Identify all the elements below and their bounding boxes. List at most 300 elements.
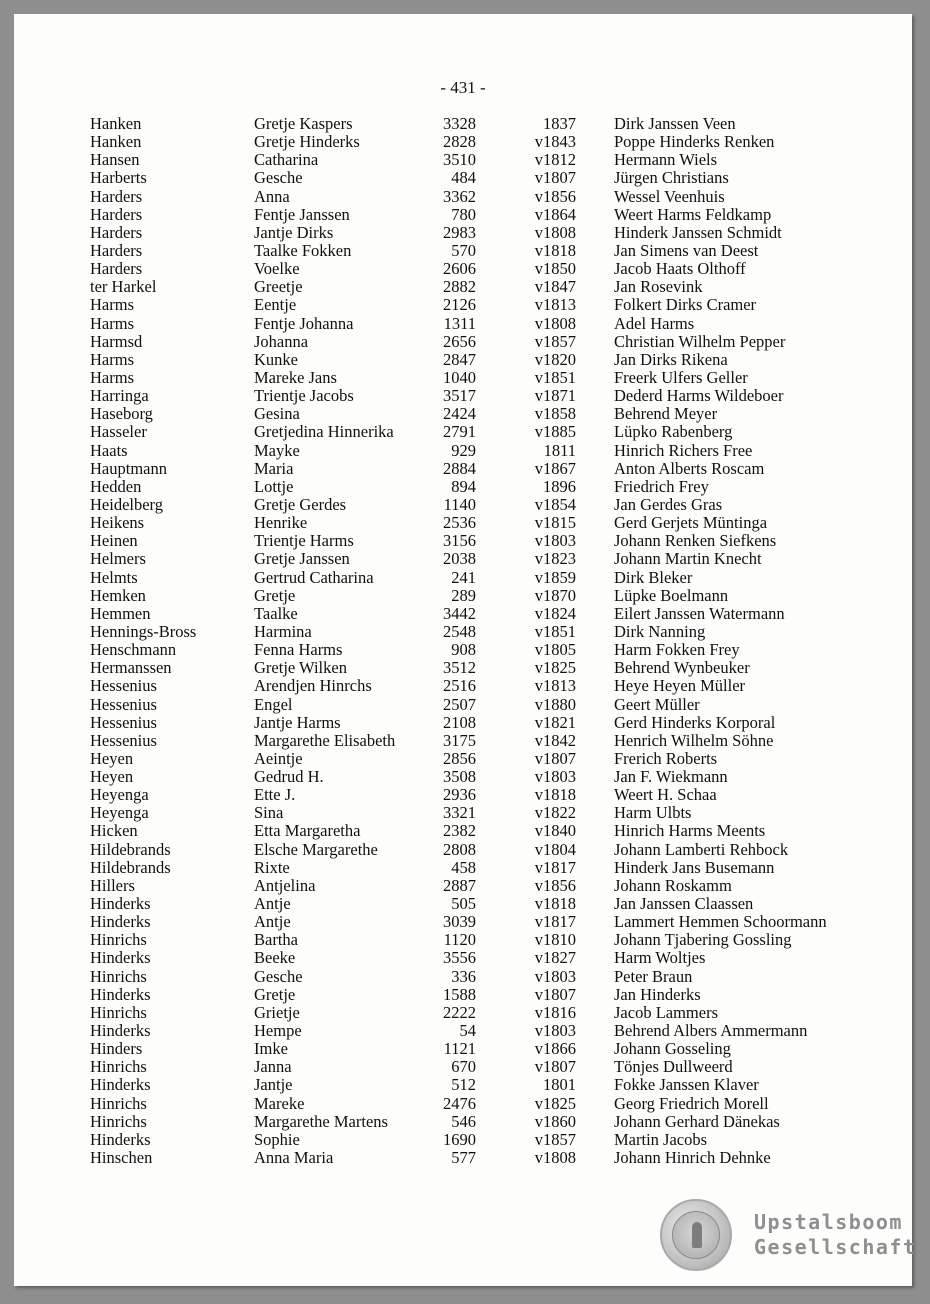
record-number-cell: 2856 [443, 748, 476, 768]
table-row [90, 732, 870, 750]
partner-cell: Lüpko Rabenberg [614, 422, 733, 442]
given-name-cell: Hempe [254, 1021, 302, 1041]
year-cell: v1803 [534, 767, 576, 787]
partner-cell: Friedrich Frey [614, 476, 709, 496]
table-row [90, 169, 870, 187]
surname-cell: Hansen [90, 150, 140, 170]
given-name-cell: Janna [254, 1057, 292, 1077]
partner-cell: Jacob Haats Olthoff [614, 259, 746, 279]
given-name-cell: Harmina [254, 621, 312, 641]
surname-cell: Hinrichs [90, 1093, 147, 1113]
partner-cell: Eilert Janssen Watermann [614, 603, 785, 623]
page-number: - 431 - [440, 78, 486, 97]
table-row [90, 1076, 870, 1094]
table-row [90, 768, 870, 786]
given-name-cell: Gesche [254, 966, 303, 986]
table-row [90, 206, 870, 224]
year-cell: 1837 [543, 114, 576, 133]
surname-cell: Hinderks [90, 912, 151, 932]
partner-cell: Jan Janssen Claassen [614, 894, 754, 914]
record-number-cell: 3328 [443, 114, 476, 133]
table-row [90, 986, 870, 1004]
surname-cell: Hildebrands [90, 839, 171, 859]
surname-cell: Harders [90, 259, 143, 279]
record-number-cell: 780 [451, 204, 476, 224]
record-number-cell: 3156 [443, 531, 476, 551]
year-cell: v1843 [534, 132, 576, 152]
record-number-cell: 546 [451, 1111, 476, 1131]
surname-cell: Hinrichs [90, 930, 147, 950]
record-number-cell: 2507 [443, 694, 476, 714]
year-cell: v1823 [534, 549, 576, 569]
record-number-cell: 1311 [443, 313, 476, 333]
year-cell: v1818 [534, 894, 576, 914]
table-row [90, 931, 870, 949]
surname-cell: Harders [90, 240, 143, 260]
surname-cell: Haseborg [90, 404, 153, 424]
table-row [90, 659, 870, 677]
given-name-cell: Engel [254, 694, 293, 714]
surname-cell: Harms [90, 349, 134, 369]
surname-cell: Hinderks [90, 984, 151, 1004]
record-number-cell: 3508 [443, 767, 476, 787]
year-cell: v1842 [534, 730, 576, 750]
partner-cell: Jan Gerdes Gras [614, 494, 723, 514]
partner-cell: Folkert Dirks Cramer [614, 295, 757, 315]
year-cell: v1857 [534, 1129, 576, 1149]
given-name-cell: Mareke [254, 1093, 305, 1113]
given-name-cell: Gesche [254, 168, 303, 188]
year-cell: v1807 [534, 1057, 576, 1077]
surname-cell: Hessenius [90, 676, 157, 696]
partner-cell: Johann Gerhard Dänekas [614, 1111, 780, 1131]
record-number-cell: 3362 [443, 186, 476, 206]
table-row [90, 442, 870, 460]
given-name-cell: Antje [254, 894, 291, 914]
partner-cell: Peter Braun [614, 966, 693, 986]
record-list [90, 115, 870, 1167]
year-cell: v1859 [534, 567, 576, 587]
surname-cell: Harms [90, 295, 134, 315]
table-row [90, 841, 870, 859]
surname-cell: Hicken [90, 821, 138, 841]
surname-cell: Hasseler [90, 422, 147, 442]
given-name-cell: Gedrud H. [254, 767, 324, 787]
given-name-cell: Antjelina [254, 875, 316, 895]
partner-cell: Dederd Harms Wildeboer [614, 386, 784, 406]
surname-cell: Hauptmann [90, 458, 167, 478]
record-number-cell: 2884 [443, 458, 476, 478]
table-row [90, 333, 870, 351]
surname-cell: Harms [90, 367, 134, 387]
year-cell: v1856 [534, 875, 576, 895]
record-number-cell: 1040 [443, 367, 476, 387]
partner-cell: Weert H. Schaa [614, 785, 717, 805]
partner-cell: Johann Hinrich Dehnke [614, 1148, 771, 1168]
partner-cell: Dirk Nanning [614, 621, 706, 641]
table-row [90, 1149, 870, 1167]
table-row [90, 405, 870, 423]
partner-cell: Freerk Ulfers Geller [614, 367, 748, 387]
surname-cell: Hanken [90, 132, 142, 152]
table-row [90, 641, 870, 659]
given-name-cell: Mayke [254, 440, 300, 460]
record-number-cell: 1140 [443, 494, 476, 514]
given-name-cell: Catharina [254, 150, 319, 170]
table-row [90, 1131, 870, 1149]
surname-cell: Hinderks [90, 1021, 151, 1041]
given-name-cell: Taalke [254, 603, 298, 623]
table-row [90, 260, 870, 278]
partner-cell: Johann Gosseling [614, 1039, 731, 1059]
table-row [90, 351, 870, 369]
given-name-cell: Gretje Hinderks [254, 132, 360, 152]
table-row [90, 877, 870, 895]
surname-cell: Heyen [90, 767, 134, 787]
year-cell: v1803 [534, 531, 576, 551]
surname-cell: ter Harkel [90, 277, 157, 297]
surname-cell: Hennings-Bross [90, 621, 197, 641]
surname-cell: Hinrichs [90, 1057, 147, 1077]
given-name-cell: Etta Margaretha [254, 821, 361, 841]
record-number-cell: 2476 [443, 1093, 476, 1113]
surname-cell: Hinderks [90, 894, 151, 914]
partner-cell: Georg Friedrich Morell [614, 1093, 769, 1113]
partner-cell: Hinderk Jans Busemann [614, 857, 775, 877]
table-row [90, 1040, 870, 1058]
record-number-cell: 1120 [443, 930, 476, 950]
partner-cell: Jacob Lammers [614, 1002, 719, 1022]
surname-cell: Heyen [90, 748, 134, 768]
record-number-cell: 2808 [443, 839, 476, 859]
record-number-cell: 3517 [443, 386, 476, 406]
record-number-cell: 2936 [443, 785, 476, 805]
record-number-cell: 505 [451, 894, 476, 914]
record-number-cell: 1690 [443, 1129, 476, 1149]
table-row [90, 478, 870, 496]
given-name-cell: Gesina [254, 404, 300, 424]
surname-cell: Harders [90, 186, 143, 206]
record-number-cell: 2656 [443, 331, 476, 351]
given-name-cell: Sina [254, 803, 284, 823]
partner-cell: Johann Martin Knecht [614, 549, 762, 569]
year-cell: v1840 [534, 821, 576, 841]
record-number-cell: 570 [451, 240, 476, 260]
given-name-cell: Mareke Jans [254, 367, 337, 387]
year-cell: v1820 [534, 349, 576, 369]
partner-cell: Jan Hinderks [614, 984, 701, 1004]
seal-icon [660, 1199, 732, 1271]
year-cell: v1810 [534, 930, 576, 950]
record-number-cell: 2108 [443, 712, 476, 732]
surname-cell: Helmts [90, 567, 138, 587]
given-name-cell: Gretje [254, 585, 296, 605]
surname-cell: Harringa [90, 386, 149, 406]
given-name-cell: Grietje [254, 1002, 300, 1022]
given-name-cell: Lottje [254, 476, 294, 496]
given-name-cell: Bartha [254, 930, 298, 950]
given-name-cell: Anna [254, 186, 290, 206]
year-cell: v1817 [534, 912, 576, 932]
table-row [90, 224, 870, 242]
surname-cell: Harms [90, 313, 134, 333]
given-name-cell: Jantje Dirks [254, 222, 334, 242]
given-name-cell: Fentje Janssen [254, 204, 350, 224]
surname-cell: Hinrichs [90, 966, 147, 986]
year-cell: v1867 [534, 458, 576, 478]
logo-line-1: Upstalsboom [754, 1210, 903, 1234]
partner-cell: Jan Simens van Deest [614, 240, 759, 260]
record-number-cell: 3512 [443, 658, 476, 678]
surname-cell: Hinderks [90, 1075, 151, 1095]
year-cell: v1860 [534, 1111, 576, 1131]
given-name-cell: Johanna [254, 331, 309, 351]
document-page [14, 14, 917, 1286]
given-name-cell: Kunke [254, 349, 298, 369]
surname-cell: Harmsd [90, 331, 143, 351]
year-cell: v1807 [534, 748, 576, 768]
given-name-cell: Sophie [254, 1129, 300, 1149]
year-cell: v1825 [534, 658, 576, 678]
year-cell: v1850 [534, 259, 576, 279]
partner-cell: Jan Dirks Rikena [614, 349, 728, 369]
given-name-cell: Voelke [254, 259, 300, 279]
partner-cell: Lammert Hemmen Schoormann [614, 912, 827, 932]
given-name-cell: Greetje [254, 277, 303, 297]
year-cell: v1824 [534, 603, 576, 623]
table-row [90, 151, 870, 169]
table-row [90, 532, 870, 550]
year-cell: v1857 [534, 331, 576, 351]
partner-cell: Gerd Hinderks Korporal [614, 712, 776, 732]
record-number-cell: 2983 [443, 222, 476, 242]
record-number-cell: 929 [451, 440, 476, 460]
record-number-cell: 908 [451, 640, 476, 660]
year-cell: v1804 [534, 839, 576, 859]
given-name-cell: Margarethe Elisabeth [254, 730, 396, 750]
table-row [90, 714, 870, 732]
record-number-cell: 2536 [443, 513, 476, 533]
table-row [90, 913, 870, 931]
surname-cell: Harders [90, 222, 143, 242]
given-name-cell: Gretje [254, 984, 296, 1004]
year-cell: v1822 [534, 803, 576, 823]
table-row [90, 278, 870, 296]
given-name-cell: Henrike [254, 513, 308, 533]
record-number-cell: 2887 [443, 875, 476, 895]
record-number-cell: 2222 [443, 1002, 476, 1022]
table-row [90, 968, 870, 986]
table-row [90, 423, 870, 441]
year-cell: v1821 [534, 712, 576, 732]
logo-text [754, 1210, 917, 1260]
table-row [90, 804, 870, 822]
record-number-cell: 484 [451, 168, 476, 188]
year-cell: v1847 [534, 277, 576, 297]
surname-cell: Hessenius [90, 730, 157, 750]
record-number-cell: 2847 [443, 349, 476, 369]
year-cell: v1851 [534, 621, 576, 641]
surname-cell: Heyenga [90, 803, 149, 823]
surname-cell: Heyenga [90, 785, 149, 805]
given-name-cell: Gertrud Catharina [254, 567, 374, 587]
partner-cell: Christian Wilhelm Pepper [614, 331, 786, 351]
record-number-cell: 2828 [443, 132, 476, 152]
table-row [90, 569, 870, 587]
given-name-cell: Trientje Harms [254, 531, 354, 551]
table-row [90, 1095, 870, 1113]
surname-cell: Hinderks [90, 1129, 151, 1149]
partner-cell: Johann Lamberti Rehbock [614, 839, 789, 859]
partner-cell: Johann Tjabering Gossling [614, 930, 792, 950]
partner-cell: Martin Jacobs [614, 1129, 708, 1149]
given-name-cell: Beeke [254, 948, 296, 968]
table-row [90, 242, 870, 260]
partner-cell: Weert Harms Feldkamp [614, 204, 772, 224]
table-row [90, 133, 870, 151]
partner-cell: Johann Roskamm [614, 875, 732, 895]
table-row [90, 1113, 870, 1131]
year-cell: v1871 [534, 386, 576, 406]
partner-cell: Behrend Albers Ammermann [614, 1021, 808, 1041]
given-name-cell: Elsche Margarethe [254, 839, 378, 859]
table-row [90, 859, 870, 877]
table-row [90, 514, 870, 532]
partner-cell: Johann Renken Siefkens [614, 531, 777, 551]
year-cell: v1813 [534, 676, 576, 696]
given-name-cell: Jantje Harms [254, 712, 341, 732]
partner-cell: Tönjes Dullweerd [614, 1057, 733, 1077]
table-row [90, 296, 870, 314]
table-row [90, 949, 870, 967]
table-row [90, 1004, 870, 1022]
year-cell: v1803 [534, 966, 576, 986]
partner-cell: Hermann Wiels [614, 150, 718, 170]
logo-line-2: Gesellschaft [754, 1235, 917, 1259]
given-name-cell: Gretje Gerdes [254, 494, 347, 514]
given-name-cell: Gretjedina Hinnerika [254, 422, 394, 442]
table-row [90, 605, 870, 623]
given-name-cell: Anna Maria [254, 1148, 334, 1168]
record-number-cell: 3510 [443, 150, 476, 170]
given-name-cell: Imke [254, 1039, 288, 1059]
table-row [90, 696, 870, 714]
given-name-cell: Maria [254, 458, 294, 478]
partner-cell: Jürgen Christians [614, 168, 729, 188]
table-row [90, 750, 870, 768]
given-name-cell: Fentje Johanna [254, 313, 354, 333]
year-cell: v1851 [534, 367, 576, 387]
society-logo [660, 1199, 917, 1271]
year-cell: v1816 [534, 1002, 576, 1022]
table-row [90, 115, 870, 133]
record-number-cell: 1121 [443, 1039, 476, 1059]
year-cell: v1817 [534, 857, 576, 877]
partner-cell: Jan F. Wiekmann [614, 767, 728, 787]
surname-cell: Hermanssen [90, 658, 172, 678]
record-number-cell: 3321 [443, 803, 476, 823]
surname-cell: Hedden [90, 476, 142, 496]
surname-cell: Harberts [90, 168, 147, 188]
record-number-cell: 3175 [443, 730, 476, 750]
year-cell: v1808 [534, 1148, 576, 1168]
year-cell: v1825 [534, 1093, 576, 1113]
partner-cell: Behrend Wynbeuker [614, 658, 750, 678]
given-name-cell: Rixte [254, 857, 290, 877]
record-number-cell: 289 [451, 585, 476, 605]
year-cell: v1805 [534, 640, 576, 660]
record-number-cell: 2126 [443, 295, 476, 315]
partner-cell: Fokke Janssen Klaver [614, 1075, 759, 1095]
record-number-cell: 2606 [443, 259, 476, 279]
year-cell: 1896 [543, 476, 576, 496]
record-number-cell: 2038 [443, 549, 476, 569]
record-number-cell: 2382 [443, 821, 476, 841]
year-cell: v1807 [534, 168, 576, 188]
record-number-cell: 54 [459, 1021, 476, 1041]
year-cell: 1811 [543, 440, 576, 460]
partner-cell: Hinderk Janssen Schmidt [614, 222, 782, 242]
record-number-cell: 2791 [443, 422, 476, 442]
year-cell: v1856 [534, 186, 576, 206]
table-row [90, 369, 870, 387]
record-number-cell: 3442 [443, 603, 476, 623]
table-row [90, 623, 870, 641]
given-name-cell: Taalke Fokken [254, 240, 352, 260]
partner-cell: Henrich Wilhelm Söhne [614, 730, 774, 750]
given-name-cell: Fenna Harms [254, 640, 343, 660]
given-name-cell: Eentje [254, 295, 297, 315]
surname-cell: Hinders [90, 1039, 143, 1059]
surname-cell: Hessenius [90, 694, 157, 714]
record-number-cell: 512 [451, 1075, 476, 1095]
record-number-cell: 241 [451, 567, 476, 587]
surname-cell: Hillers [90, 875, 135, 895]
table-row [90, 587, 870, 605]
partner-cell: Dirk Bleker [614, 567, 693, 587]
record-number-cell: 2516 [443, 676, 476, 696]
record-number-cell: 458 [451, 857, 476, 877]
partner-cell: Frerich Roberts [614, 748, 718, 768]
surname-cell: Harders [90, 204, 143, 224]
surname-cell: Haats [90, 440, 128, 460]
partner-cell: Behrend Meyer [614, 404, 718, 424]
surname-cell: Heidelberg [90, 494, 164, 514]
partner-cell: Geert Müller [614, 694, 700, 714]
table-row [90, 188, 870, 206]
year-cell: v1854 [534, 494, 576, 514]
partner-cell: Gerd Gerjets Müntinga [614, 513, 768, 533]
surname-cell: Henschmann [90, 640, 177, 660]
year-cell: v1812 [534, 150, 576, 170]
partner-cell: Anton Alberts Roscam [614, 458, 765, 478]
given-name-cell: Ette J. [254, 785, 296, 805]
given-name-cell: Antje [254, 912, 291, 932]
surname-cell: Helmers [90, 549, 146, 569]
table-row [90, 496, 870, 514]
surname-cell: Heinen [90, 531, 138, 551]
given-name-cell: Gretje Janssen [254, 549, 350, 569]
year-cell: v1818 [534, 785, 576, 805]
given-name-cell: Jantje [254, 1075, 293, 1095]
surname-cell: Heikens [90, 513, 145, 533]
record-number-cell: 577 [451, 1148, 476, 1168]
table-row [90, 315, 870, 333]
partner-cell: Harm Fokken Frey [614, 640, 740, 660]
record-number-cell: 3039 [443, 912, 476, 932]
partner-cell: Harm Ulbts [614, 803, 692, 823]
surname-cell: Hildebrands [90, 857, 171, 877]
